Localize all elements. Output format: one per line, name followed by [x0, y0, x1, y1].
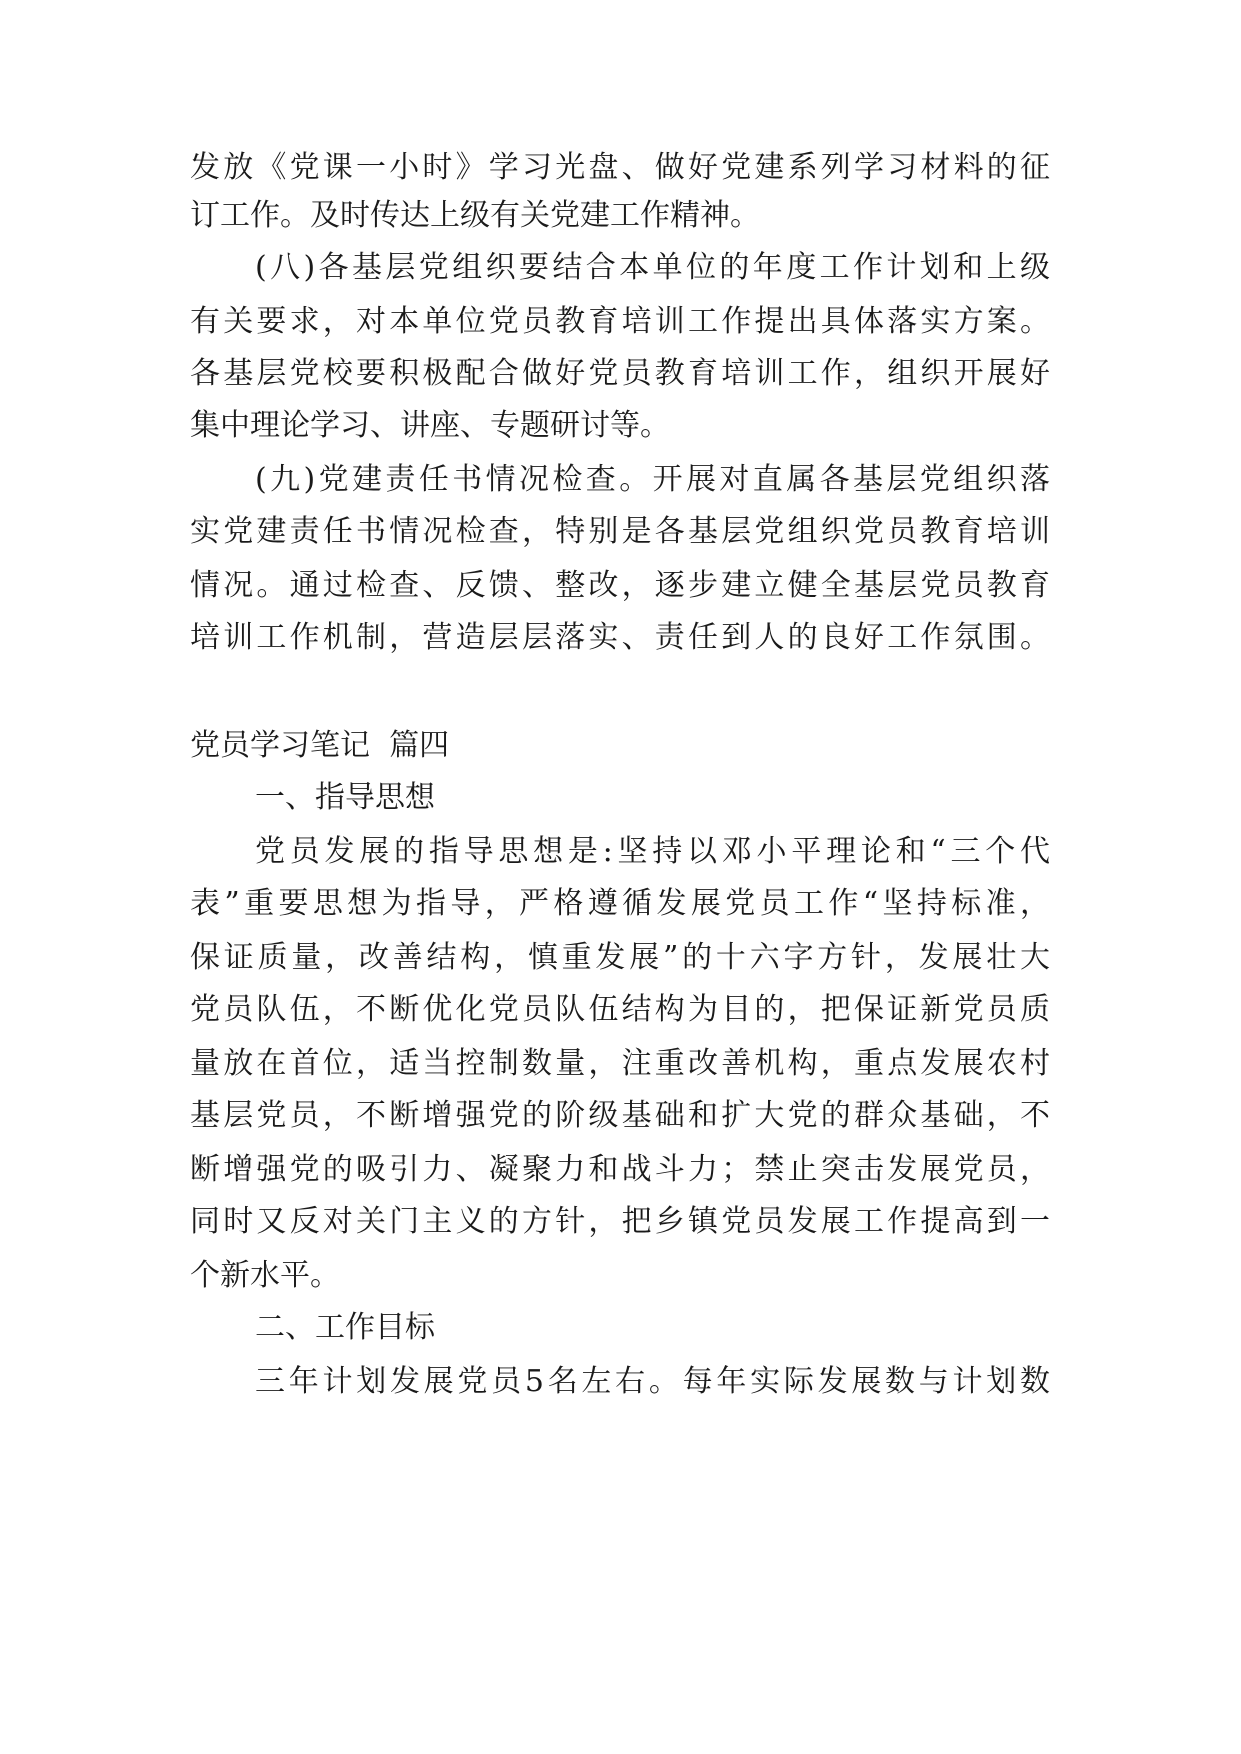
paragraph-line: 情况。通过检查、反馈、整改，逐步建立健全基层党员教育 — [190, 568, 1050, 603]
paragraph-line: 表”重要思想为指导，严格遵循发展党员工作“坚持标准， — [190, 886, 1050, 921]
paragraph-line: 有关要求，对本单位党员教育培训工作提出具体落实方案。 — [190, 304, 1050, 339]
paragraph-line: (八)各基层党组织要结合本单位的年度工作计划和上级 — [255, 250, 1050, 285]
paragraph-line: 发放《党课一小时》学习光盘、做好党建系列学习材料的征 — [190, 150, 1050, 185]
paragraph-line: 三年计划发展党员5名左右。每年实际发展数与计划数 — [255, 1364, 1050, 1399]
paragraph-line: 基层党员，不断增强党的阶级基础和扩大党的群众基础，不 — [190, 1098, 1050, 1133]
paragraph-line: 实党建责任书情况检查，特别是各基层党组织党员教育培训 — [190, 514, 1050, 549]
paragraph-line: 集中理论学习、讲座、专题研讨等。 — [190, 408, 670, 443]
paragraph-line: 培训工作机制，营造层层落实、责任到人的良好工作氛围。 — [190, 620, 1050, 655]
paragraph-line: 订工作。及时传达上级有关党建工作精神。 — [190, 198, 760, 233]
paragraph-line: 各基层党校要积极配合做好党员教育培训工作，组织开展好 — [190, 356, 1050, 391]
paragraph-line: 断增强党的吸引力、凝聚力和战斗力；禁止突击发展党员， — [190, 1152, 1050, 1187]
paragraph-line: 量放在首位，适当控制数量，注重改善机构，重点发展农村 — [190, 1046, 1050, 1081]
section-heading: 一、指导思想 — [255, 780, 435, 815]
paragraph-line: 个新水平。 — [190, 1258, 340, 1293]
paragraph-line: (九)党建责任书情况检查。开展对直属各基层党组织落 — [255, 462, 1050, 497]
section-title: 党员学习笔记 篇四 — [190, 728, 450, 763]
paragraph-line: 党员发展的指导思想是:坚持以邓小平理论和“三个代 — [255, 834, 1050, 869]
paragraph-line: 同时又反对关门主义的方针，把乡镇党员发展工作提高到一 — [190, 1204, 1050, 1239]
section-heading: 二、工作目标 — [255, 1310, 435, 1345]
paragraph-line: 保证质量，改善结构，慎重发展”的十六字方针，发展壮大 — [190, 940, 1050, 975]
paragraph-line: 党员队伍，不断优化党员队伍结构为目的，把保证新党员质 — [190, 992, 1050, 1027]
